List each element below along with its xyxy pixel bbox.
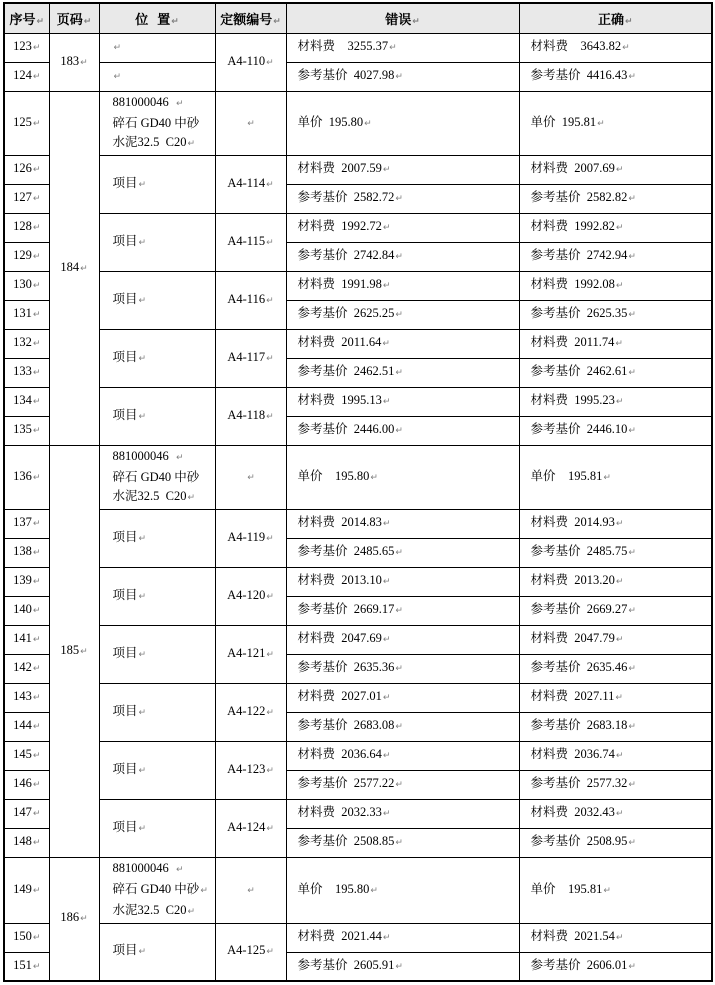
cell-seq: 143↵ [4, 683, 49, 712]
cell-quota: A4-117↵ [215, 329, 286, 387]
header-row [4, 3, 712, 33]
cell-err: 材料费 3255.37↵ [286, 33, 519, 62]
cell-cor: 参考基价 2625.35↵ [519, 300, 712, 329]
paragraph-mark-icon: ↵ [32, 194, 41, 204]
cell-cor: 材料费 2011.74↵ [519, 329, 712, 358]
paragraph-mark-icon: ↵ [266, 411, 274, 422]
cell-cor: 材料费 1992.82↵ [519, 213, 712, 242]
paragraph-mark-icon: ↵ [138, 295, 147, 306]
paragraph-mark-icon: ↵ [382, 693, 391, 703]
cell-quota: A4-123↵ [215, 741, 286, 799]
paragraph-mark-icon: ↵ [266, 533, 274, 544]
table-row [4, 387, 712, 416]
paragraph-mark-icon: ↵ [32, 809, 41, 819]
table-row [4, 329, 712, 358]
cell-cor: 参考基价 2577.32↵ [519, 770, 712, 799]
paragraph-mark-icon: ↵ [138, 823, 147, 834]
cell-err: 材料费 2027.01↵ [286, 683, 519, 712]
cell-quota: A4-125↵ [215, 923, 286, 981]
paragraph-mark-icon: ↵ [32, 310, 41, 320]
paragraph-mark-icon: ↵ [628, 368, 636, 378]
paragraph-mark-icon: ↵ [395, 548, 403, 558]
paragraph-mark-icon: ↵ [395, 722, 403, 732]
cell-cor: 参考基价 2485.75↵ [519, 538, 712, 567]
paragraph-mark-icon: ↵ [138, 179, 147, 190]
table-row [4, 445, 712, 509]
paragraph-mark-icon: ↵ [628, 310, 636, 320]
paragraph-mark-icon: ↵ [412, 16, 420, 27]
paragraph-mark-icon: ↵ [628, 722, 636, 732]
cell-cor: 参考基价 2606.01↵ [519, 952, 712, 981]
paragraph-mark-icon: ↵ [370, 472, 378, 483]
cell-err: 单价 195.80↵ [286, 445, 519, 509]
cell-err: 材料费 2036.64↵ [286, 741, 519, 770]
table-row [4, 271, 712, 300]
cell-cor: 材料费 2021.54↵ [519, 923, 712, 952]
paragraph-mark-icon: ↵ [628, 606, 636, 616]
table-row [4, 799, 712, 828]
column-header-page: 页码↵ [49, 3, 99, 33]
paragraph-mark-icon: ↵ [266, 947, 274, 958]
cell-seq: 146↵ [4, 770, 49, 799]
paragraph-mark-icon: ↵ [382, 281, 391, 291]
paragraph-mark-icon: ↵ [382, 397, 391, 407]
cell-loc: 项目↵ [99, 509, 215, 567]
paragraph-mark-icon: ↵ [247, 118, 255, 129]
paragraph-mark-icon: ↵ [113, 43, 122, 53]
cell-seq: 131↵ [4, 300, 49, 329]
paragraph-mark-icon: ↵ [113, 72, 122, 82]
paragraph-mark-icon: ↵ [615, 339, 623, 349]
paragraph-mark-icon: ↵ [32, 43, 41, 53]
cell-cor: 参考基价 2462.61↵ [519, 358, 712, 387]
paragraph-mark-icon: ↵ [247, 885, 255, 896]
paragraph-mark-icon: ↵ [615, 635, 624, 645]
cell-page: 183↵ [49, 33, 99, 91]
cell-page: 185↵ [49, 445, 99, 857]
paragraph-mark-icon: ↵ [187, 906, 196, 917]
paragraph-mark-icon: ↵ [32, 606, 41, 616]
cell-seq: 135↵ [4, 416, 49, 445]
cell-seq: 145↵ [4, 741, 49, 770]
cell-loc: 项目↵ [99, 271, 215, 329]
paragraph-mark-icon: ↵ [80, 57, 88, 68]
paragraph-mark-icon: ↵ [200, 885, 208, 896]
cell-err: 参考基价 2485.65↵ [286, 538, 519, 567]
paragraph-mark-icon: ↵ [382, 577, 391, 587]
cell-cor: 材料费 2013.20↵ [519, 567, 712, 596]
paragraph-mark-icon: ↵ [628, 838, 636, 848]
paragraph-mark-icon: ↵ [364, 118, 372, 129]
cell-err: 参考基价 4027.98↵ [286, 62, 519, 91]
cell-err: 参考基价 2625.25↵ [286, 300, 519, 329]
column-header-seq: 序号↵ [4, 3, 49, 33]
paragraph-mark-icon: ↵ [395, 252, 403, 262]
cell-loc: 项目↵ [99, 625, 215, 683]
paragraph-mark-icon: ↵ [80, 914, 88, 925]
paragraph-mark-icon: ↵ [615, 577, 624, 587]
cell-quota: A4-124↵ [215, 799, 286, 857]
cell-loc [99, 33, 215, 62]
paragraph-mark-icon: ↵ [176, 452, 184, 463]
cell-seq: 129↵ [4, 242, 49, 271]
paragraph-mark-icon: ↵ [171, 16, 179, 27]
paragraph-mark-icon: ↵ [395, 426, 403, 436]
cell-err: 材料费 2014.83↵ [286, 509, 519, 538]
paragraph-mark-icon: ↵ [615, 165, 624, 175]
cell-loc: 项目↵ [99, 213, 215, 271]
paragraph-mark-icon: ↵ [32, 780, 41, 790]
cell-quota: A4-116↵ [215, 271, 286, 329]
paragraph-mark-icon: ↵ [615, 933, 624, 943]
paragraph-mark-icon: ↵ [382, 519, 391, 529]
paragraph-mark-icon: ↵ [266, 649, 274, 660]
paragraph-mark-icon: ↵ [138, 649, 147, 660]
paragraph-mark-icon: ↵ [138, 707, 147, 718]
cell-cor: 单价 195.81↵ [519, 445, 712, 509]
cell-loc: 项目↵ [99, 567, 215, 625]
paragraph-mark-icon: ↵ [32, 72, 41, 82]
cell-cor: 参考基价 2742.94↵ [519, 242, 712, 271]
paragraph-mark-icon: ↵ [628, 548, 636, 558]
table-row [4, 625, 712, 654]
cell-quota: A4-121↵ [215, 625, 286, 683]
cell-cor: 参考基价 2669.27↵ [519, 596, 712, 625]
paragraph-mark-icon: ↵ [83, 16, 92, 27]
cell-quota [215, 91, 286, 155]
paragraph-mark-icon: ↵ [395, 664, 403, 674]
paragraph-mark-icon: ↵ [32, 165, 41, 175]
table-row [4, 567, 712, 596]
cell-seq: 139↵ [4, 567, 49, 596]
paragraph-mark-icon: ↵ [628, 961, 636, 972]
cell-cor: 材料费 3643.82↵ [519, 33, 712, 62]
paragraph-mark-icon: ↵ [266, 707, 274, 718]
paragraph-mark-icon: ↵ [176, 864, 184, 875]
cell-err: 材料费 2032.33↵ [286, 799, 519, 828]
cell-quota: A4-119↵ [215, 509, 286, 567]
paragraph-mark-icon: ↵ [187, 138, 196, 149]
paragraph-mark-icon: ↵ [138, 533, 147, 544]
column-header-location: 位 置↵ [99, 3, 215, 33]
paragraph-mark-icon: ↵ [615, 809, 624, 819]
cell-quota: A4-110↵ [215, 33, 286, 91]
paragraph-mark-icon: ↵ [266, 353, 274, 364]
cell-loc: 项目↵ [99, 799, 215, 857]
cell-loc: 项目↵ [99, 923, 215, 981]
paragraph-mark-icon: ↵ [615, 693, 623, 703]
cell-err: 参考基价 2669.17↵ [286, 596, 519, 625]
paragraph-mark-icon: ↵ [32, 885, 41, 896]
cell-seq: 128↵ [4, 213, 49, 242]
cell-err: 参考基价 2508.85↵ [286, 828, 519, 857]
paragraph-mark-icon: ↵ [382, 809, 391, 819]
column-header-error: 错误↵ [286, 3, 519, 33]
cell-cor: 材料费 1992.08↵ [519, 271, 712, 300]
cell-cor: 材料费 2032.43↵ [519, 799, 712, 828]
cell-cor: 参考基价 2446.10↵ [519, 416, 712, 445]
paragraph-mark-icon: ↵ [32, 693, 41, 703]
paragraph-mark-icon: ↵ [32, 548, 41, 558]
paragraph-mark-icon: ↵ [273, 16, 281, 27]
cell-cor: 材料费 1995.23↵ [519, 387, 712, 416]
paragraph-mark-icon: ↵ [32, 118, 41, 129]
cell-err: 材料费 2047.69↵ [286, 625, 519, 654]
cell-loc [99, 62, 215, 91]
cell-quota [215, 857, 286, 923]
paragraph-mark-icon: ↵ [32, 223, 41, 233]
cell-cor: 材料费 2047.79↵ [519, 625, 712, 654]
cell-err: 参考基价 2683.08↵ [286, 712, 519, 741]
cell-seq: 136↵ [4, 445, 49, 509]
paragraph-mark-icon: ↵ [187, 492, 196, 503]
cell-cor: 材料费 2027.11↵ [519, 683, 712, 712]
paragraph-mark-icon: ↵ [597, 118, 605, 129]
cell-seq: 132↵ [4, 329, 49, 358]
paragraph-mark-icon: ↵ [80, 646, 88, 657]
paragraph-mark-icon: ↵ [266, 591, 274, 602]
table-row [4, 91, 712, 155]
paragraph-mark-icon: ↵ [36, 16, 45, 27]
cell-err: 材料费 1992.72↵ [286, 213, 519, 242]
paragraph-mark-icon: ↵ [628, 194, 636, 204]
table-row [4, 509, 712, 538]
cell-quota: A4-120↵ [215, 567, 286, 625]
cell-seq: 144↵ [4, 712, 49, 741]
paragraph-mark-icon: ↵ [628, 426, 636, 436]
paragraph-mark-icon: ↵ [32, 472, 41, 483]
paragraph-mark-icon: ↵ [138, 947, 147, 958]
paragraph-mark-icon: ↵ [176, 98, 184, 109]
paragraph-mark-icon: ↵ [32, 961, 41, 972]
paragraph-mark-icon: ↵ [382, 751, 391, 761]
paragraph-mark-icon: ↵ [628, 664, 636, 674]
cell-err: 单价 195.80↵ [286, 857, 519, 923]
cell-quota: A4-114↵ [215, 155, 286, 213]
cell-err: 参考基价 2742.84↵ [286, 242, 519, 271]
paragraph-mark-icon: ↵ [603, 885, 611, 896]
cell-cor: 材料费 2014.93↵ [519, 509, 712, 538]
paragraph-mark-icon: ↵ [138, 237, 147, 248]
paragraph-mark-icon: ↵ [395, 72, 403, 82]
cell-cor: 参考基价 2508.95↵ [519, 828, 712, 857]
paragraph-mark-icon: ↵ [395, 961, 403, 972]
cell-seq: 125↵ [4, 91, 49, 155]
cell-seq: 133↵ [4, 358, 49, 387]
cell-seq: 134↵ [4, 387, 49, 416]
paragraph-mark-icon: ↵ [389, 43, 397, 53]
table-row [4, 683, 712, 712]
cell-err: 材料费 2007.59↵ [286, 155, 519, 184]
paragraph-mark-icon: ↵ [266, 823, 274, 834]
table-row [4, 741, 712, 770]
paragraph-mark-icon: ↵ [32, 368, 41, 378]
paragraph-mark-icon: ↵ [628, 72, 636, 82]
paragraph-mark-icon: ↵ [382, 339, 390, 349]
paragraph-mark-icon: ↵ [395, 606, 403, 616]
paragraph-mark-icon: ↵ [80, 263, 88, 274]
table-row [4, 155, 712, 184]
cell-loc: 项目↵ [99, 155, 215, 213]
cell-err: 单价 195.80↵ [286, 91, 519, 155]
table-row [4, 923, 712, 952]
table-body [4, 33, 712, 981]
cell-err: 材料费 2011.64↵ [286, 329, 519, 358]
paragraph-mark-icon: ↵ [615, 223, 624, 233]
paragraph-mark-icon: ↵ [32, 722, 41, 732]
paragraph-mark-icon: ↵ [266, 57, 274, 68]
paragraph-mark-icon: ↵ [624, 16, 633, 27]
cell-seq: 149↵ [4, 857, 49, 923]
paragraph-mark-icon: ↵ [370, 885, 378, 896]
paragraph-mark-icon: ↵ [32, 519, 41, 529]
cell-page: 186↵ [49, 857, 99, 981]
column-header-correct: 正确↵ [519, 3, 712, 33]
cell-seq: 127↵ [4, 184, 49, 213]
paragraph-mark-icon: ↵ [603, 472, 611, 483]
paragraph-mark-icon: ↵ [615, 751, 624, 761]
cell-seq: 130↵ [4, 271, 49, 300]
cell-err: 参考基价 2446.00↵ [286, 416, 519, 445]
cell-seq: 123↵ [4, 33, 49, 62]
paragraph-mark-icon: ↵ [247, 472, 255, 483]
cell-err: 参考基价 2635.36↵ [286, 654, 519, 683]
cell-cor: 材料费 2036.74↵ [519, 741, 712, 770]
paragraph-mark-icon: ↵ [395, 368, 403, 378]
paragraph-mark-icon: ↵ [32, 635, 41, 645]
paragraph-mark-icon: ↵ [615, 397, 624, 407]
paragraph-mark-icon: ↵ [266, 295, 274, 306]
cell-cor: 参考基价 2683.18↵ [519, 712, 712, 741]
cell-cor: 单价 195.81↵ [519, 857, 712, 923]
table-row [4, 857, 712, 923]
cell-loc: 项目↵ [99, 387, 215, 445]
paragraph-mark-icon: ↵ [32, 339, 41, 349]
cell-seq: 151↵ [4, 952, 49, 981]
paragraph-mark-icon: ↵ [32, 933, 41, 943]
cell-loc: 881000046 ↵ 碎石 GD40 中砂 水泥32.5 C20↵ [99, 91, 215, 155]
paragraph-mark-icon: ↵ [395, 838, 403, 848]
cell-loc: 881000046 ↵ 碎石 GD40 中砂 水泥32.5 C20↵ [99, 445, 215, 509]
table-row [4, 62, 712, 91]
cell-seq: 126↵ [4, 155, 49, 184]
paragraph-mark-icon: ↵ [138, 353, 147, 364]
cell-seq: 140↵ [4, 596, 49, 625]
paragraph-mark-icon: ↵ [395, 780, 403, 790]
cell-seq: 147↵ [4, 799, 49, 828]
cell-err: 材料费 1991.98↵ [286, 271, 519, 300]
cell-err: 材料费 1995.13↵ [286, 387, 519, 416]
cell-quota: A4-118↵ [215, 387, 286, 445]
paragraph-mark-icon: ↵ [266, 179, 274, 190]
corrections-table [3, 2, 713, 982]
paragraph-mark-icon: ↵ [32, 426, 41, 436]
paragraph-mark-icon: ↵ [628, 780, 636, 790]
cell-err: 材料费 2013.10↵ [286, 567, 519, 596]
paragraph-mark-icon: ↵ [382, 635, 391, 645]
paragraph-mark-icon: ↵ [622, 43, 630, 53]
cell-err: 参考基价 2582.72↵ [286, 184, 519, 213]
paragraph-mark-icon: ↵ [266, 765, 274, 776]
table-header [4, 3, 712, 33]
cell-seq: 141↵ [4, 625, 49, 654]
paragraph-mark-icon: ↵ [138, 765, 147, 776]
cell-cor: 参考基价 2635.46↵ [519, 654, 712, 683]
paragraph-mark-icon: ↵ [382, 165, 391, 175]
cell-cor: 参考基价 4416.43↵ [519, 62, 712, 91]
cell-quota [215, 445, 286, 509]
paragraph-mark-icon: ↵ [32, 751, 41, 761]
paragraph-mark-icon: ↵ [32, 664, 41, 674]
cell-seq: 124↵ [4, 62, 49, 91]
paragraph-mark-icon: ↵ [32, 577, 41, 587]
paragraph-mark-icon: ↵ [32, 252, 41, 262]
cell-page: 184↵ [49, 91, 99, 445]
column-header-quota-no: 定额编号↵ [215, 3, 286, 33]
paragraph-mark-icon: ↵ [138, 411, 147, 422]
paragraph-mark-icon: ↵ [615, 281, 624, 291]
cell-quota: A4-115↵ [215, 213, 286, 271]
cell-cor: 材料费 2007.69↵ [519, 155, 712, 184]
cell-cor: 参考基价 2582.82↵ [519, 184, 712, 213]
cell-loc: 项目↵ [99, 741, 215, 799]
cell-loc: 881000046 ↵ 碎石 GD40 中砂↵ 水泥32.5 C20↵ [99, 857, 215, 923]
cell-err: 参考基价 2577.22↵ [286, 770, 519, 799]
paragraph-mark-icon: ↵ [266, 237, 274, 248]
paragraph-mark-icon: ↵ [32, 838, 41, 848]
cell-seq: 137↵ [4, 509, 49, 538]
paragraph-mark-icon: ↵ [615, 519, 624, 529]
paragraph-mark-icon: ↵ [628, 252, 636, 262]
cell-seq: 142↵ [4, 654, 49, 683]
cell-cor: 单价 195.81↵ [519, 91, 712, 155]
paragraph-mark-icon: ↵ [32, 281, 41, 291]
cell-err: 参考基价 2462.51↵ [286, 358, 519, 387]
cell-seq: 138↵ [4, 538, 49, 567]
cell-seq: 150↵ [4, 923, 49, 952]
paragraph-mark-icon: ↵ [138, 591, 147, 602]
cell-quota: A4-122↵ [215, 683, 286, 741]
table-row [4, 213, 712, 242]
paragraph-mark-icon: ↵ [382, 223, 391, 233]
cell-loc: 项目↵ [99, 683, 215, 741]
cell-seq: 148↵ [4, 828, 49, 857]
cell-loc: 项目↵ [99, 329, 215, 387]
paragraph-mark-icon: ↵ [382, 933, 391, 943]
cell-err: 材料费 2021.44↵ [286, 923, 519, 952]
paragraph-mark-icon: ↵ [395, 194, 403, 204]
cell-err: 参考基价 2605.91↵ [286, 952, 519, 981]
table-row [4, 33, 712, 62]
paragraph-mark-icon: ↵ [395, 310, 403, 320]
paragraph-mark-icon: ↵ [32, 397, 41, 407]
